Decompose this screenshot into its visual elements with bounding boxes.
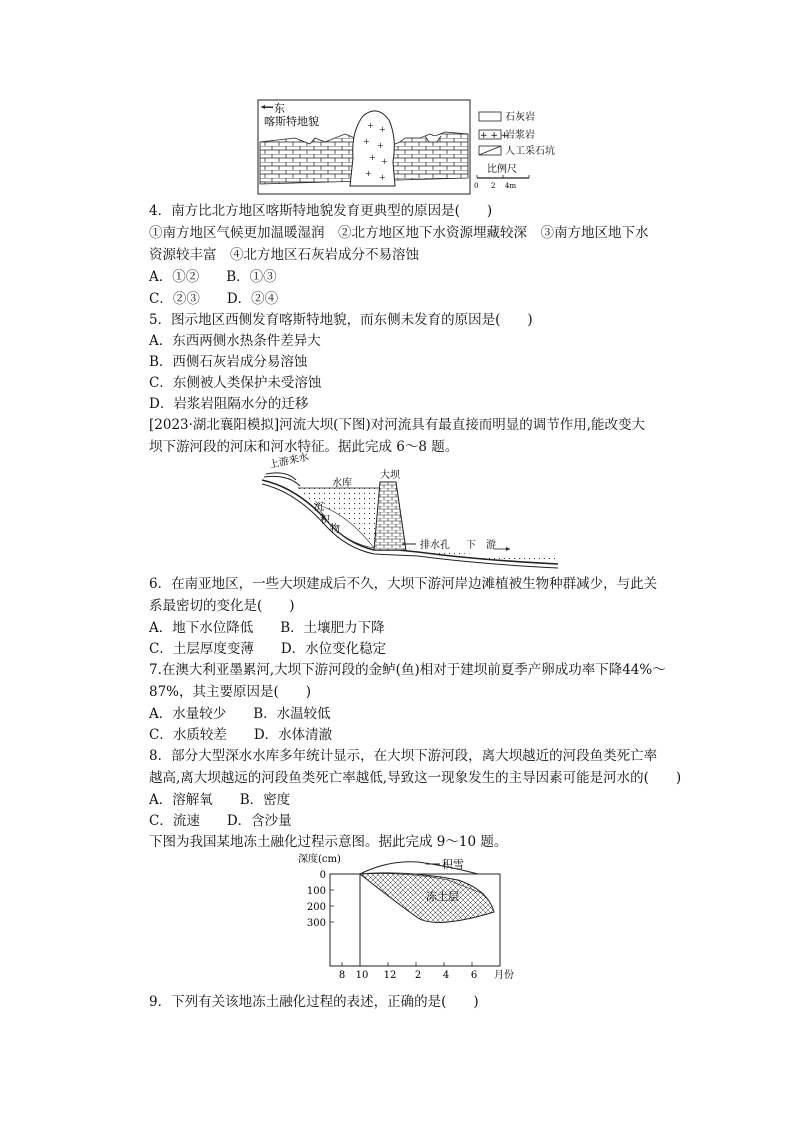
y-tick-100: 100 xyxy=(306,886,326,897)
q6-options-cd: C．土层厚度变薄 D．水位变化稳定 xyxy=(149,641,387,657)
y-tick-200: 200 xyxy=(306,902,326,913)
dam-label: 大坝 xyxy=(380,470,400,481)
x-tick-8: 8 xyxy=(338,970,346,980)
q7-line2: 87%，其主要原因是( ) xyxy=(149,684,312,700)
reservoir-label: 水库 xyxy=(332,478,352,489)
svg-text:+ + +: + + + xyxy=(480,131,509,141)
q6-options-ab: A．地下水位降低 B．土壤肥力下降 xyxy=(149,620,385,636)
q7-options-cd: C．水质较差 D．水体清澈 xyxy=(149,727,333,743)
q4-stem: 4．南方比北方地区喀斯特地貌发育更典型的原因是( ) xyxy=(149,203,493,219)
q7-line1: 7.在澳大利亚墨累河,大坝下游河段的金鲈(鱼)相对于建坝前夏季产卵成功率下降44%～ xyxy=(149,662,666,678)
y-axis-label: 深度(cm) xyxy=(298,854,341,865)
q5-option-a: A．东西两侧水热条件差异大 xyxy=(149,333,321,349)
legend-limestone: 石灰岩 xyxy=(505,112,535,123)
outlet-label: 排水孔 xyxy=(420,540,450,551)
q4-line2: 资源较丰富 ④北方地区石灰岩成分不易溶蚀 xyxy=(149,247,419,263)
x-axis-label: 月份 xyxy=(494,970,514,980)
q8-line2: 越高,离大坝越远的河段鱼类死亡率越低,导致这一现象发生的主导因素可能是河水的( ) xyxy=(149,770,682,786)
x-tick-2: 2 xyxy=(414,970,422,980)
karst-diagram xyxy=(255,98,555,198)
scale-tick-0: 0 xyxy=(474,182,479,190)
direction-label: 一东 xyxy=(263,102,285,115)
svg-text:+: + xyxy=(365,169,372,178)
q4-options-cd: C．②③ D．②④ xyxy=(149,291,279,307)
karst-label: 喀斯特地貌 xyxy=(264,115,319,128)
dam-diagram-figure xyxy=(258,452,563,570)
x-tick-6: 6 xyxy=(470,970,478,980)
downstream-label: 下 游 xyxy=(466,540,496,551)
svg-text:+: + xyxy=(381,157,388,166)
legend-magma: 岩浆岩 xyxy=(505,130,535,141)
q6-line2: 系最密切的变化是( ) xyxy=(149,598,295,614)
intro-6-8-line1: [2023·湖北襄阳模拟]河流大坝(下图)对河流具有最直接而明显的调节作用,能改变大 xyxy=(149,417,646,433)
svg-text:+: + xyxy=(379,173,386,182)
svg-text:+: + xyxy=(379,125,386,134)
q9-stem: 9．下列有关该地冻土融化过程的表述，正确的是( ) xyxy=(149,994,479,1010)
q7-options-ab: A．水量较少 B．水温较低 xyxy=(149,706,331,722)
snow-label: 积雪 xyxy=(442,858,464,871)
legend-scale-label: 比例尺 xyxy=(487,164,517,175)
sediment-char-2: 积 xyxy=(320,515,330,526)
q8-line1: 8．部分大型深水水库多年统计显示，在大坝下游河段，离大坝越近的河段鱼类死亡率 xyxy=(149,748,658,764)
q5-option-d: D．岩浆岩阻隔水分的迁移 xyxy=(149,396,309,412)
q4-line1: ①南方地区气候更加温暖湿润 ②北方地区地下水资源埋藏较深 ③南方地区地下水 xyxy=(149,225,649,241)
svg-text:+: + xyxy=(377,141,384,150)
q6-line1: 6．在南亚地区，一些大坝建成后不久，大坝下游河岸边滩植被生物种群减少，与此关 xyxy=(149,576,658,592)
q8-options-cd: C．流速 D．含沙量 xyxy=(149,813,292,829)
intro-9-10: 下图为我国某地冻土融化过程示意图。据此完成 9～10 题。 xyxy=(149,834,508,850)
frozen-soil-chart-figure xyxy=(298,850,528,980)
q5-option-c: C．东侧被人类保护未受溶蚀 xyxy=(149,375,322,391)
svg-text:+: + xyxy=(367,121,374,130)
intro-6-8-line2: 坝下游河段的河床和河水特征。据此完成 6～8 题。 xyxy=(149,439,459,455)
frozen-soil-chart xyxy=(298,850,528,980)
sediment-char-3: 物 xyxy=(330,524,340,535)
q4-options-ab: A．①② B．①③ xyxy=(149,269,277,285)
svg-text:+: + xyxy=(363,137,370,146)
x-tick-4: 4 xyxy=(442,970,450,980)
x-tick-12: 12 xyxy=(383,970,397,980)
frozen-layer-label: 冻土层 xyxy=(426,890,459,903)
dam-diagram xyxy=(258,452,563,570)
upstream-label: 上游来水 xyxy=(268,452,310,471)
scale-tick-2: 2 xyxy=(491,182,496,190)
x-tick-10: 10 xyxy=(355,970,369,980)
q5-option-b: B．西侧石灰岩成分易溶蚀 xyxy=(149,354,308,370)
legend-quarry: 人工采石坑 xyxy=(505,146,555,157)
svg-text:+: + xyxy=(369,153,376,162)
y-tick-0: 0 xyxy=(319,870,326,881)
scale-tick-4m: 4m xyxy=(505,182,517,190)
sediment-char-1: 沉 xyxy=(314,502,324,513)
q8-options-ab: A．溶解氧 B．密度 xyxy=(149,792,291,808)
q5-stem: 5．图示地区西侧发育喀斯特地貌，而东侧未发育的原因是( ) xyxy=(149,312,533,328)
y-tick-300: 300 xyxy=(306,918,326,929)
karst-cross-section-figure xyxy=(255,98,555,198)
